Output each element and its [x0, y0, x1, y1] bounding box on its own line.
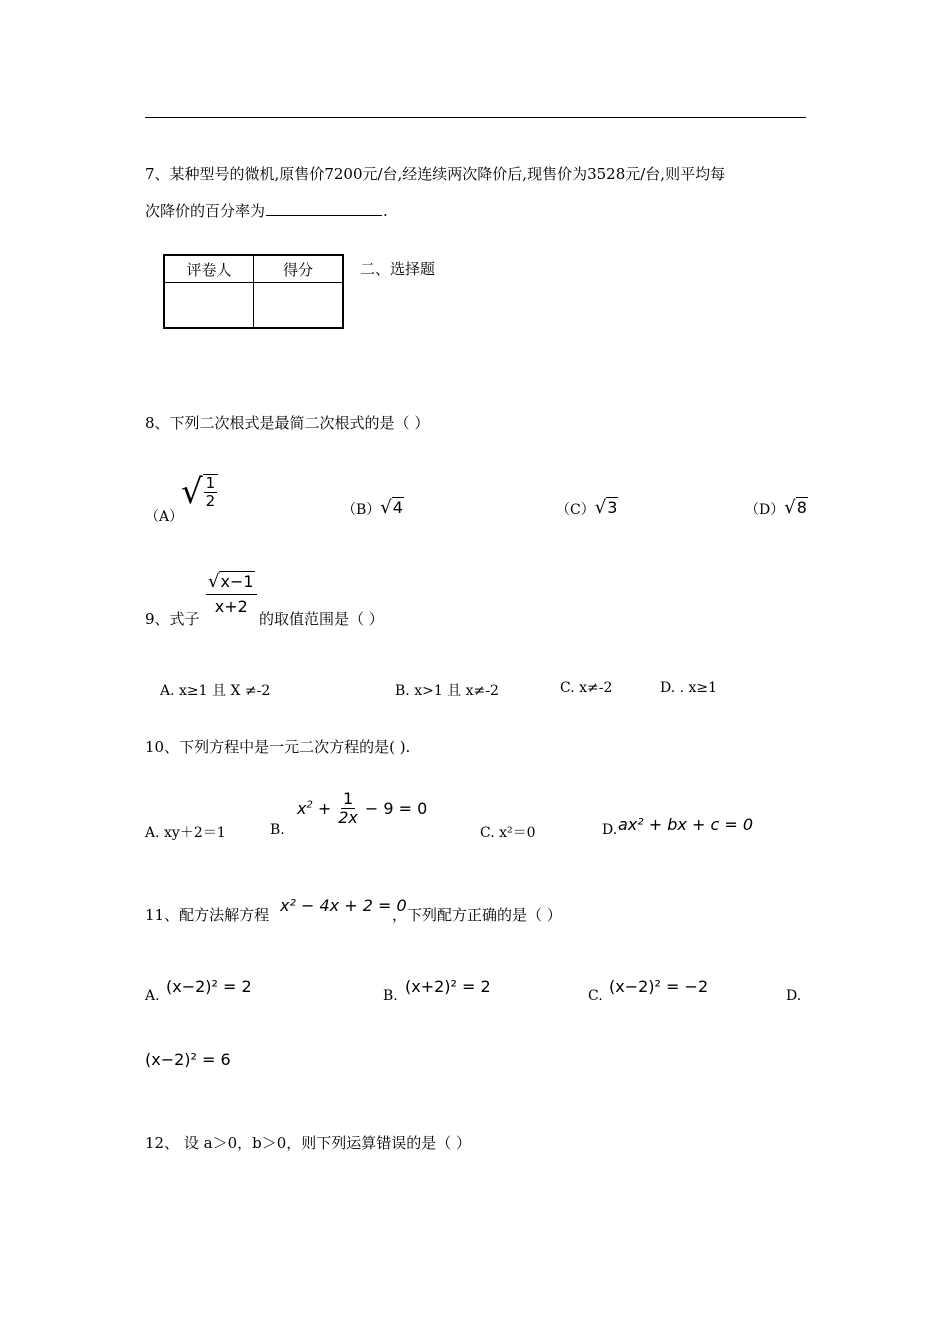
q12-stem: 12、 设 a＞0，b＞0，则下列运算错误的是（ ）: [145, 1134, 472, 1152]
frac-num: 1: [205, 474, 216, 492]
sqrt-half: √ $\frac{1}{2}$: [181, 470, 218, 514]
q11-option-c-expr: (x−2)² = −2: [609, 977, 709, 996]
q7-line2: [145, 200, 388, 221]
q8-option-b: [342, 497, 404, 519]
q10-option-c: C. x²＝0: [480, 825, 536, 841]
score-header: 得分: [254, 255, 344, 283]
q9-suffix: 的取值范围是（ ）: [259, 610, 384, 628]
q9-denominator: x+2: [214, 597, 248, 616]
q8-option-c: [556, 497, 618, 519]
q11-prefix: 11、配方法解方程: [145, 906, 270, 924]
q9-option-a: A. x≥1 且 X ≠-2: [160, 683, 271, 699]
score-cell[interactable]: [254, 283, 344, 329]
q9-expression: [206, 571, 257, 616]
q8-stem: 8、下列二次根式是最简二次根式的是（ ）: [145, 414, 430, 432]
q11-option-a-label: A.: [145, 988, 160, 1004]
q7-line2-text: 次降价的百分率为: [145, 202, 266, 220]
q9-prefix: 9、式子: [145, 610, 200, 628]
q11-option-d-expr: (x−2)² = 6: [145, 1050, 231, 1069]
sqrt-x-minus-1: √ x−1: [208, 571, 254, 592]
section-title: 二、选择题: [360, 260, 436, 278]
q10-option-d-label: D.: [602, 822, 618, 838]
q8-option-d-label: （D）: [745, 502, 785, 518]
q11-option-b-expr: (x+2)² = 2: [405, 977, 491, 996]
frac-den: 2: [205, 491, 216, 510]
q9-option-d: D. . x≥1: [660, 680, 718, 696]
q10-option-b-expr: $x^2$ + $\frac{1}{2x}$ − 9 = 0: [297, 789, 428, 827]
q11-option-b-label: B.: [383, 988, 398, 1004]
q10-option-a: A. xy＋2＝1: [145, 825, 226, 841]
q8-option-d: [745, 497, 808, 519]
q8-option-a-label: （A）: [145, 509, 184, 525]
q11-option-a-expr: (x−2)² = 2: [166, 977, 252, 996]
q7-line1: 7、某种型号的微机,原售价7200元/台,经连续两次降价后,现售价为3528元/台,则平均每: [145, 165, 726, 183]
sqrt-4: √ 4: [380, 497, 403, 518]
q8-option-c-label: （C）: [556, 502, 595, 518]
q11-suffix: ，下列配方正确的是（ ）: [392, 906, 562, 924]
sqrt-8: √ 8: [784, 497, 807, 518]
answer-blank[interactable]: [266, 201, 382, 216]
q11-option-c-label: C.: [588, 988, 603, 1004]
q10-stem: 10、下列方程中是一元二次方程的是( ).: [145, 738, 411, 756]
header-rule: [145, 117, 806, 118]
q10-option-b-label: B.: [270, 822, 285, 838]
q8-option-b-label: （B）: [342, 502, 381, 518]
sqrt-3: √ 3: [594, 497, 618, 518]
grader-header: 评卷人: [164, 255, 254, 283]
q10-option-d-expr: ax² + bx + c = 0: [618, 815, 754, 834]
q9-option-c: C. x≠-2: [560, 680, 613, 696]
q9-option-b: B. x>1 且 x≠-2: [395, 683, 499, 699]
q7-line2-end: .: [383, 202, 388, 220]
grader-cell[interactable]: [164, 283, 254, 329]
q11-equation: x² − 4x + 2 = 0: [280, 896, 407, 915]
q11-option-d-label: D.: [786, 988, 802, 1004]
score-table: [163, 254, 344, 329]
